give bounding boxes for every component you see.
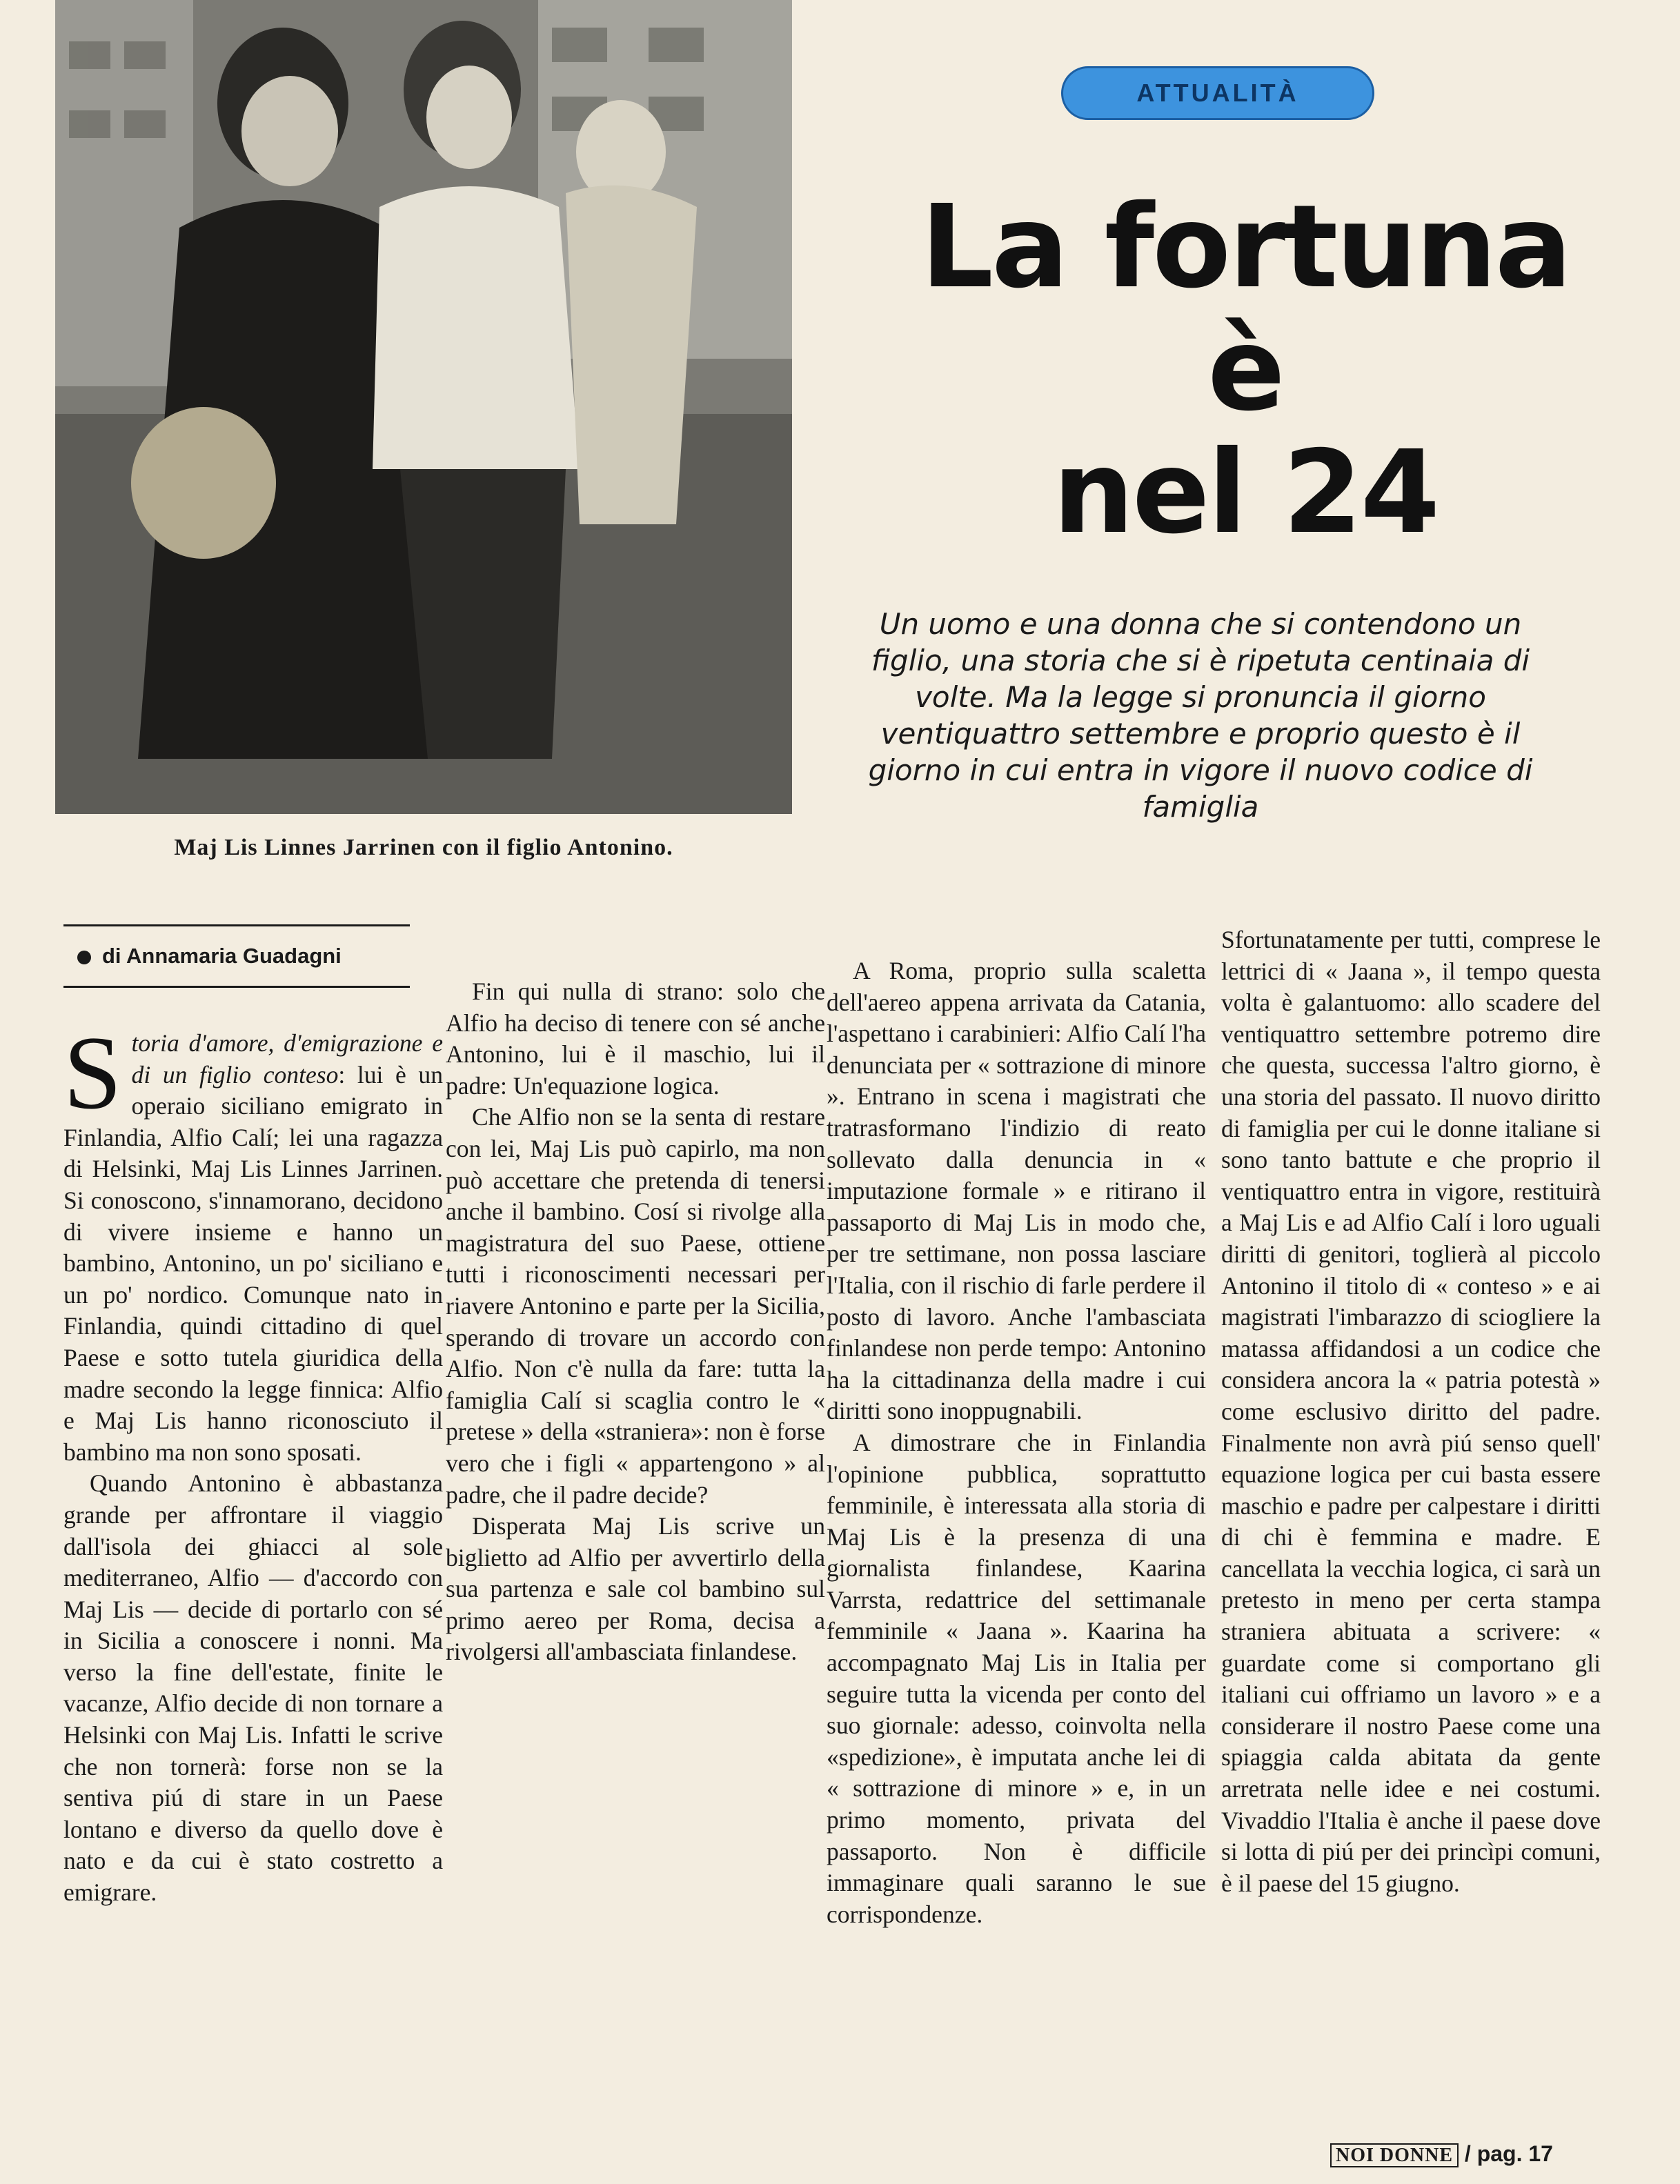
page-footer — [1330, 2141, 1553, 2167]
article-paragraph: Quando Antonino è abbastanza grande per affrontare il viaggio dall'isola dei ghiacci al sole mediterraneo, Alfio — d'accordo con Maj Lis — decide di portarlo con sé in Sicilia a conoscere i nonni. Ma verso la fine dell'estate, finite le vacanze, Alfio decide di non tornare a Helsinki con Maj Lis. Infatti le scrive che non tornerà: forse non se la sentiva piú di stare in un Paese lontano e diverso da quello dove è nato e da cui è stato costretto a emigrare. — [63, 1469, 443, 1907]
byline-text: di Annamaria Guadagni — [102, 944, 342, 968]
headline-line-3: nel 24 — [1052, 426, 1439, 559]
drop-cap: S — [63, 1015, 122, 1131]
article-column-2 — [446, 976, 825, 1668]
magazine-logo: NOI DONNE — [1330, 2143, 1459, 2167]
article-column-3 — [827, 955, 1206, 1930]
headline-line-2: è — [1207, 304, 1283, 437]
section-tag: ATTUALITÀ — [1061, 66, 1374, 120]
article-paragraph — [63, 1015, 443, 1468]
article-paragraph: Disperata Maj Lis scrive un biglietto ad Alfio per avvertirlo della sua partenza e sale col bambino sul primo aereo per Roma, decisa a rivolgersi all'ambasciata finlandese. — [446, 1512, 825, 1666]
headline — [849, 181, 1642, 559]
article-paragraph: Sfortunatamente per tutti, comprese le lettrici di « Jaana », il tempo questa volta è galantuomo: allo scadere del ventiquattro settembre potremo dire che questa, successa l'altro giorno, è una storia del passato. Il nuovo diritto di famiglia per cui le donne italiane si sono tanto battute e che proprio il ventiquattro entra in vigore, restituirà a Maj Lis e ad Alfio Calí i loro uguali diritti di genitori, toglierà al piccolo Antonino il titolo di « conteso » e ai magistrati l'imbarazzo di sciogliere la matassa affidandosi a un codice che considera ancora la « patria potestà » come esclusivo diritto del padre. Finalmente non avrà piú senso quell' equazione logica per cui basta essere maschio e padre per calpestare i diritti di chi è femmina e madre. E cancellata la vecchia logica, ci sarà un pretesto in meno per certa stampa straniera abituata a scrivere: « guardate come si comportano gli italiani cui offriamo un lavoro » e a considerare il nostro Paese come una spiaggia calda abitata da gente arretrata nelle idee e nei costumi. Vivaddio l'Italia è anche il paese dove si lotta di piú per dei princìpi comuni, è il paese del 15 giugno. — [1221, 926, 1601, 1897]
photo-caption: Maj Lis Linnes Jarrinen con il figlio Antonino. — [174, 835, 673, 860]
byline — [63, 924, 410, 988]
article-photo — [55, 0, 792, 814]
page-number: / pag. 17 — [1464, 2141, 1553, 2166]
bullet-icon — [77, 951, 91, 964]
article-column-4 — [1221, 924, 1601, 1899]
paragraph-text: : lui è un operaio siciliano emigrato in Finlandia, Alfio Calí; lei una ragazza di Helsinki, Maj Lis Linnes Jarrinen. Si conoscono, s'innamorano, decidono di vivere insieme e hanno un bambino, Antonino, un po' siciliano e un po' nordico. Comunque nato in Finlandia, quindi cittadino di quel Paese e sotto tutela giuridica della madre secondo la legge finnica: Alfio e Maj Lis hanno riconosciuto il bambino ma non sono sposati. — [63, 1060, 443, 1466]
article-paragraph: Che Alfio non se la senta di restare con lei, Maj Lis può capirlo, ma non può accettare che pretenda di tenersi anche il bambino. Cosí si rivolge alla magistratura del suo Paese, ottiene tutti i riconoscimenti necessari per riavere Antonino e parte per la Sicilia, sperando di trovare un accordo con Alfio. Non c'è nulla da fare: tutta la famiglia Calí si scaglia contro le « pretese » della «straniera»: non è forse vero che i figli « appartengono » al padre, che il padre decide? — [446, 1103, 825, 1509]
article-paragraph: Fin qui nulla di strano: solo che Alfio ha deciso di tenere con sé anche Antonino, lui è il maschio, lui il padre: Un'equazione logica. — [446, 977, 825, 1100]
headline-line-1: La fortuna — [920, 181, 1570, 314]
article-column-1 — [63, 1015, 443, 1909]
intro-italic: toria d'amore, d'emigrazione e di un figlio conteso — [131, 1029, 443, 1089]
article-paragraph: A dimostrare che in Finlandia l'opinione pubblica, soprattutto femminile, è interessata alla storia di Maj Lis è la presenza di una giornalista finlandese, Kaarina Varrsta, redattrice del settimanale femminile « Jaana ». Kaarina ha accompagnato Maj Lis in Italia per seguire tutta la vicenda per conto del suo giornale: adesso, coinvolta nella «spedizione», è imputata anche lei di « sottrazione di minore » e, in un primo momento, privata del passaporto. Non è difficile immaginare quali saranno le sue corrispondenze. — [827, 1428, 1206, 1928]
article-paragraph: A Roma, proprio sulla scaletta dell'aereo appena arrivata da Catania, l'aspettano i carabinieri: Alfio Calí l'ha denunciata per « sottrazione di minore ». Entrano in scena i magistrati che tratrasformano l'indizio di reato sollevato dalla denuncia in « imputazione formale » e ritirano il passaporto di Maj Lis in modo che, per tre settimane, non possa lasciare l'Italia, con il rischio di farle perdere il posto di lavoro. Anche l'ambasciata finlandese non perde tempo: Antonino ha la cittadinanza della madre i cui diritti sono inoppugnabili. — [827, 957, 1206, 1425]
standfirst: Un uomo e una donna che si contendono un figlio, una storia che si è ripetuta centinaia di volte. Ma la legge si pronuncia il giorno ventiquattro settembre e proprio questo è il giorno in cui entra in vigore il nuovo codice di famiglia — [868, 607, 1533, 824]
